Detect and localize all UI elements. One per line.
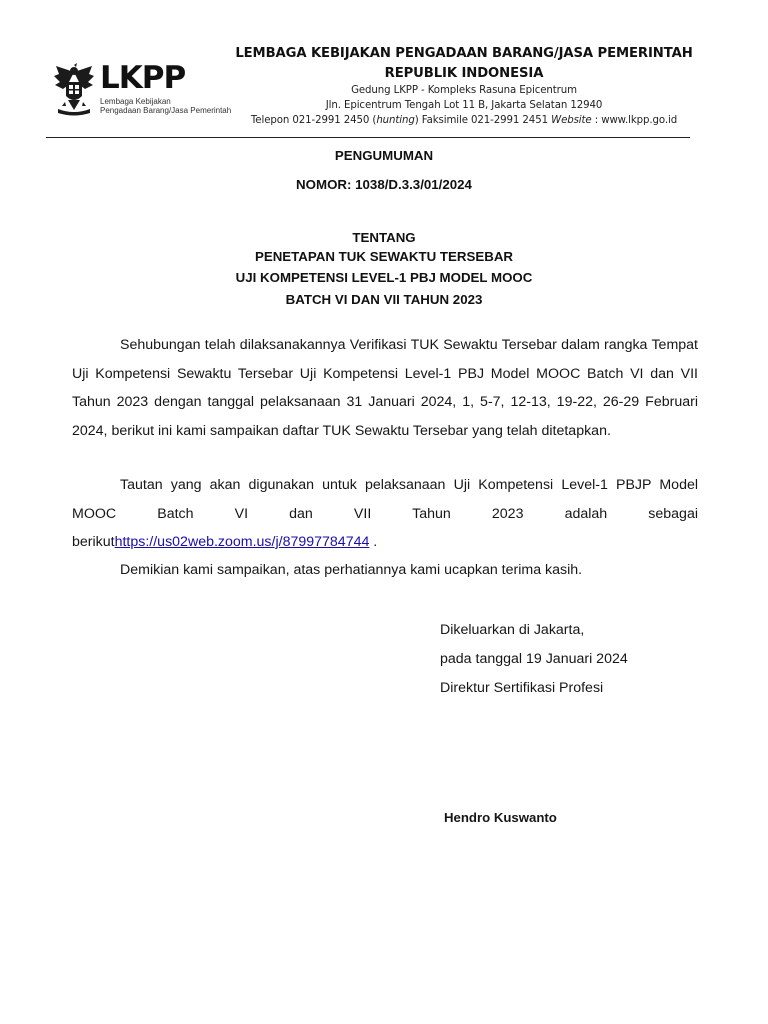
announcement-heading: PENGUMUMAN <box>334 148 434 163</box>
announcement-number: NOMOR: 1038/D.3.3/01/2024 <box>296 177 472 192</box>
logo-caption-line2: Pengadaan Barang/Jasa Pemerintah <box>100 106 232 115</box>
garuda-emblem-icon <box>52 62 96 118</box>
website-label: Website <box>551 115 592 126</box>
paragraph-2-end: . <box>369 534 378 550</box>
lkpp-wordmark: LKPP <box>100 60 186 96</box>
contact-line <box>228 114 700 129</box>
signer-name: Hendro Kuswanto <box>444 810 557 825</box>
zoom-link[interactable]: https://us02web.zoom.us/j/87997784744 <box>114 534 370 550</box>
website-value: : www.lkpp.go.id <box>591 115 678 126</box>
body-paragraph-1: Sehubungan telah dilaksanakannya Verifikasi TUK Sewaktu Tersebar dalam rangka Tempat Uji Kompetensi Sewaktu Tersebar Uji Kompetensi Level-1 PBJ Model MOOC Batch VI dan VII Tahun 2023 dengan tanggal pelaksanaan 31 Januari 2024, 1, 5-7, 12-13, 19-22, 26-29 Februari 2024, berikut ini kami sampaikan daftar TUK Sewaktu Tersebar yang telah ditetapkan. <box>72 337 698 439</box>
letterhead-divider <box>46 137 690 138</box>
logo-caption-line1: Lembaga Kebijakan <box>100 97 171 106</box>
address-line1: Gedung LKPP - Kompleks Rasuna Epicentrum <box>351 85 577 96</box>
institution-name-line1: LEMBAGA KEBIJAKAN PENGADAAN BARANG/JASA PEMERINTAH <box>235 46 693 61</box>
subject-line2: UJI KOMPETENSI LEVEL-1 PBJ MODEL MOOC <box>235 270 533 285</box>
signer-position: Direktur Sertifikasi Profesi <box>440 680 604 696</box>
letterhead <box>0 0 768 135</box>
announcement-about: TENTANG <box>352 230 416 245</box>
subject-line1: PENETAPAN TUK SEWAKTU TERSEBAR <box>254 249 514 264</box>
body-paragraph-2 <box>72 471 698 557</box>
issued-date: pada tanggal 19 Januari 2024 <box>440 651 628 667</box>
phone-suffix: ) Faksimile 021-2991 2451 <box>414 115 552 126</box>
lkpp-logo <box>52 60 242 126</box>
phone-hunting: hunting <box>376 115 415 126</box>
issued-place: Dikeluarkan di Jakarta, <box>440 622 585 638</box>
phone-prefix: Telepon 021-2991 2450 ( <box>250 115 377 126</box>
paragraph-2-text: Tautan yang akan digunakan untuk pelaksanaan Uji Kompetensi Level-1 PBJP Model MOOC Batch VI dan VII Tahun 2023 adalah sebagai berikut <box>72 477 698 550</box>
body-paragraph-3: Demikian kami sampaikan, atas perhatiannya kami ucapkan terima kasih. <box>120 562 583 578</box>
institution-name-line2: REPUBLIK INDONESIA <box>384 66 544 81</box>
subject-line3: BATCH VI DAN VII TAHUN 2023 <box>285 292 483 307</box>
address-line2: Jln. Epicentrum Tengah Lot 11 B, Jakarta Selatan 12940 <box>325 100 603 111</box>
